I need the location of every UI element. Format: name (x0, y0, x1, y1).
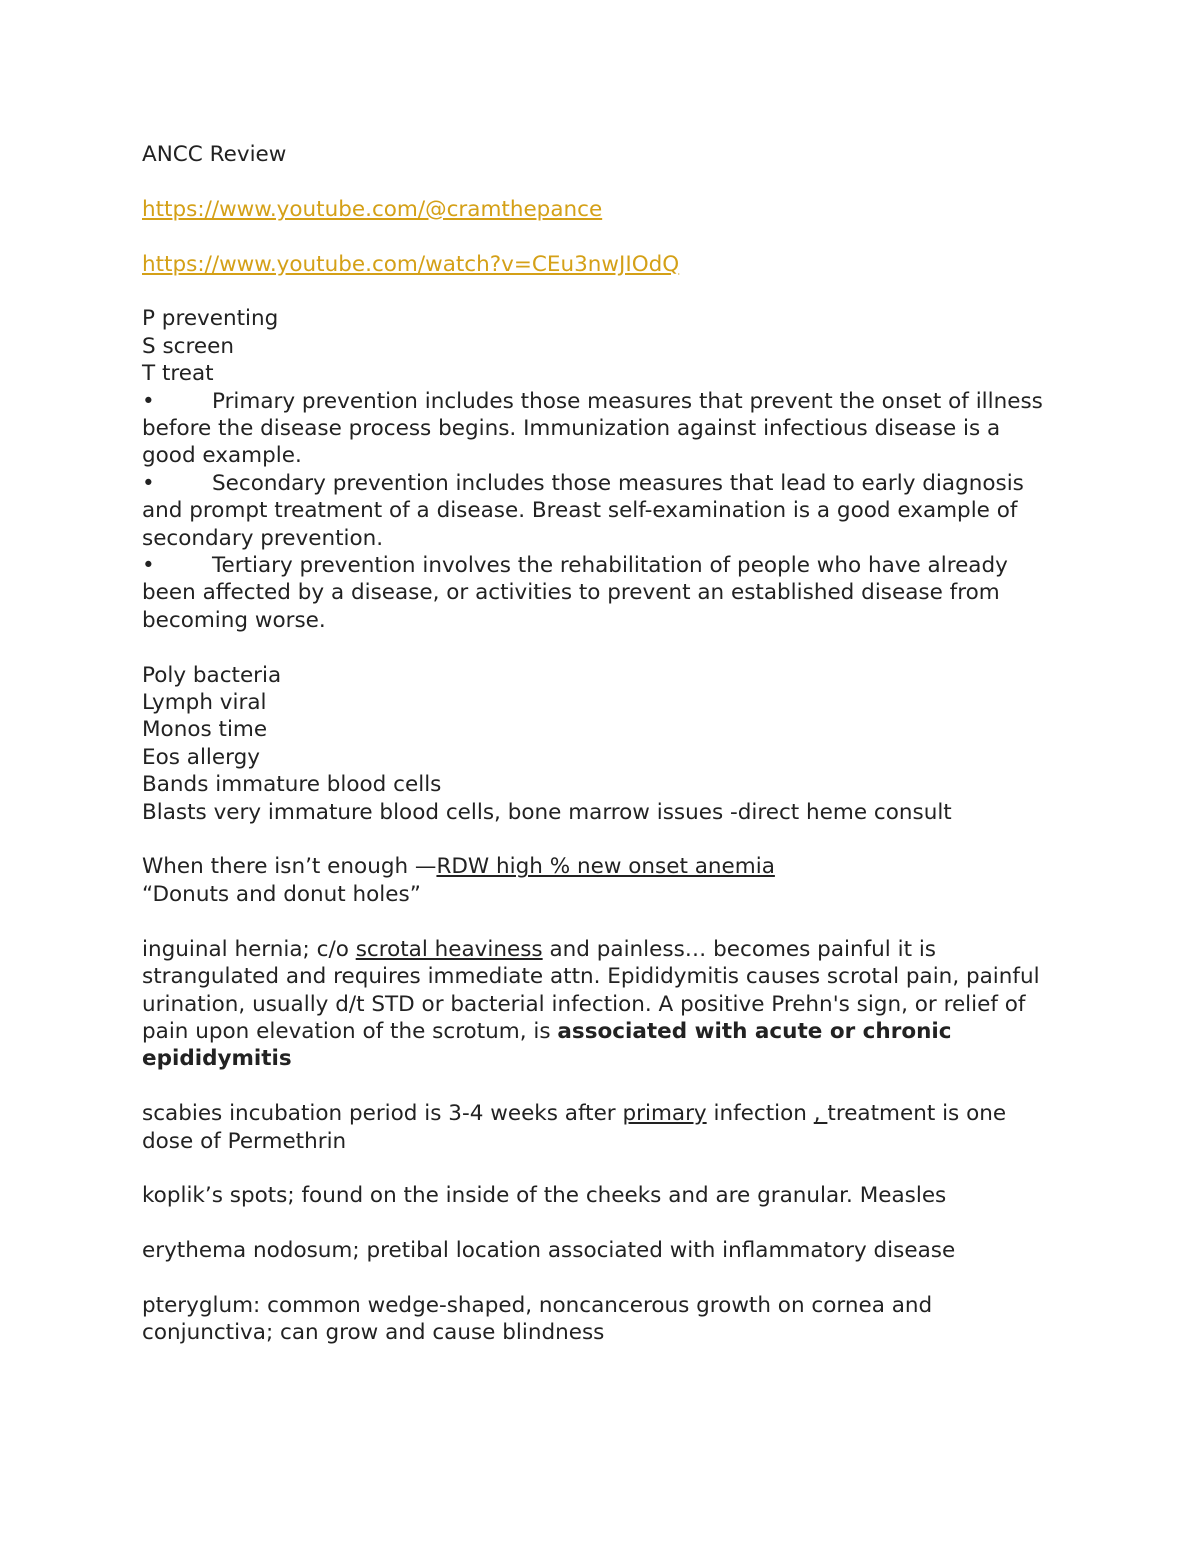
wbc-line: Eos allergy (142, 744, 260, 770)
rdw-prefix: When there isn’t enough — (142, 854, 437, 880)
scabies-text-2: infection (706, 1101, 814, 1127)
youtube-channel-link[interactable]: https://www.youtube.com/@cramthepance (142, 196, 603, 222)
erythema-paragraph: erythema nodosum; pretibal location associated with inflammatory disease (142, 1238, 956, 1264)
youtube-video-link[interactable]: https://www.youtube.com/watch?v=CEu3nwJIOdQ (142, 251, 680, 277)
hernia-bold: associated with acute or chronic epididymitis (142, 1018, 952, 1072)
rdw-underlined: RDW high % new onset anemia (436, 854, 775, 880)
hernia-text-2: and painless… becomes painful it is strangulated and requires immediate attn. Epididymitis causes scrotal pain, painful urination, usually d/t STD or bacterial infection. A positive Prehn's sign, or relief of pain upon elevation of the scrotum, is (142, 936, 1040, 1044)
scabies-underlined: primary (622, 1101, 707, 1127)
scabies-text-1: scabies incubation period is 3-4 weeks after (142, 1101, 623, 1127)
bullet-icon: • (142, 470, 155, 496)
bullet-icon: • (142, 553, 155, 579)
bullet-primary-prevention (142, 388, 1052, 470)
pst-line-s: S screen (142, 333, 234, 359)
hernia-text-1: inguinal hernia; c/o (142, 936, 356, 962)
pst-line-t: T treat (142, 361, 214, 387)
koplik-paragraph: koplik’s spots; found on the inside of the cheeks and are granular. Measles (142, 1183, 947, 1209)
bullet-text: Primary prevention includes those measures that prevent the onset of illness before the disease process begins. Immunization against infectious disease is a good example. (142, 388, 1043, 469)
scabies-text-3: treatment is one dose of Permethrin (142, 1101, 1007, 1154)
pterygium-paragraph: pteryglum: common wedge-shaped, noncancerous growth on cornea and conjunctiva; can grow and cause blindness (142, 1292, 933, 1346)
bullet-icon: • (142, 388, 155, 414)
scabies-underlined-comma: , (813, 1101, 828, 1127)
document-page (142, 141, 1052, 1347)
hernia-paragraph (142, 936, 1052, 1073)
bullet-secondary-prevention (142, 470, 1052, 552)
donuts-line: “Donuts and donut holes” (142, 881, 421, 907)
wbc-line: Lymph viral (142, 690, 267, 716)
pst-line-p: P preventing (142, 306, 279, 332)
hernia-underlined: scrotal heaviness (355, 936, 543, 962)
bullet-text: Secondary prevention includes those measures that lead to early diagnosis and prompt treatment of a disease. Breast self-examination is a good example of secondary prevention. (142, 470, 1024, 551)
doc-title: ANCC Review (142, 142, 287, 167)
rdw-line (142, 853, 1052, 880)
bullet-text: Tertiary prevention involves the rehabilitation of people who have already been affected by a disease, or activities to prevent an established disease from becoming worse. (142, 553, 1008, 633)
scabies-paragraph (142, 1100, 1052, 1155)
bullet-tertiary-prevention (142, 552, 1052, 634)
wbc-line: Blasts very immature blood cells, bone marrow issues -direct heme consult (142, 799, 952, 825)
wbc-line: Poly bacteria (142, 662, 282, 688)
wbc-line: Monos time (142, 717, 268, 743)
wbc-line: Bands immature blood cells (142, 772, 442, 798)
